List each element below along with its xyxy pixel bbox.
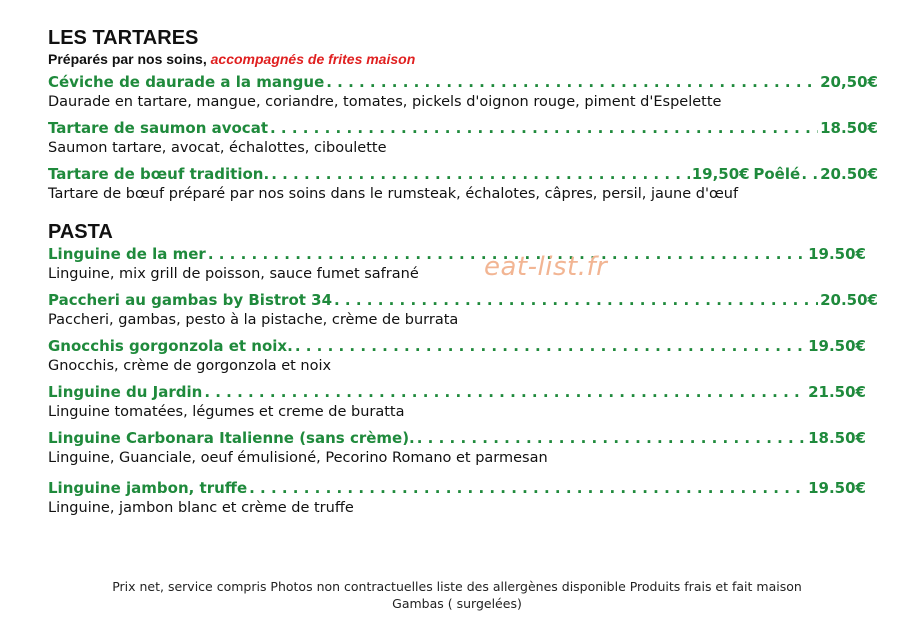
dot-leader — [295, 336, 806, 356]
menu-item-line — [48, 428, 866, 448]
menu-item-line — [48, 118, 878, 138]
dot-leader — [270, 118, 818, 138]
menu-item-description: Saumon tartare, avocat, échalottes, ciboulette — [48, 140, 387, 156]
section-title-pasta: PASTA — [48, 221, 113, 243]
menu-item — [48, 244, 878, 284]
menu-item-description: Daurade en tartare, mangue, coriandre, tomates, pickels d'oignon rouge, piment d'Espelette — [48, 94, 722, 110]
section-pasta — [48, 220, 878, 518]
subtitle-accent: accompagnés de frites maison — [210, 51, 416, 67]
menu-item-line — [48, 290, 878, 310]
menu-item — [48, 478, 878, 518]
menu-item — [48, 428, 878, 468]
menu-item-description: Tartare de bœuf préparé par nos soins dans le rumsteak, échalotes, câpres, persil, jaune d'œuf — [48, 186, 739, 202]
menu-page — [48, 26, 878, 524]
menu-item — [48, 118, 878, 158]
footer-line-2: Gambas ( surgelées) — [392, 596, 522, 611]
dot-leader — [326, 72, 818, 92]
dot-leader — [249, 478, 806, 498]
menu-item-name: Linguine du Jardin — [48, 383, 203, 401]
menu-item — [48, 72, 878, 112]
menu-item-price: 20,50€ — [820, 73, 878, 91]
footer-note — [40, 578, 874, 612]
menu-item-price: 21.50€ — [808, 383, 866, 401]
menu-item-line — [48, 72, 878, 92]
menu-item-description: Paccheri, gambas, pesto à la pistache, crème de burrata — [48, 312, 459, 328]
dot-leader — [271, 164, 690, 184]
menu-item — [48, 382, 878, 422]
menu-item-line — [48, 164, 878, 184]
menu-item-line — [48, 382, 866, 402]
dot-leader — [417, 428, 806, 448]
section-gap — [48, 210, 878, 220]
section-subtitle-tartares — [48, 51, 878, 68]
watermark: eat-list.fr — [484, 252, 608, 282]
menu-item-price: 18.50€ — [808, 429, 866, 447]
menu-item-name: Céviche de daurade a la mangue — [48, 73, 325, 91]
menu-item-price: 19,50€ — [691, 165, 750, 183]
menu-item-alt-price: 20.50€ — [820, 165, 879, 183]
footer-line-1: Prix net, service compris Photos non contractuelles liste des allergènes disponible Produits frais et fait maison — [112, 579, 802, 594]
menu-item — [48, 164, 878, 204]
menu-item-alt-label: Poêlé — [753, 165, 801, 183]
menu-item-price: 19.50€ — [808, 337, 866, 355]
menu-item-description: Linguine, jambon blanc et crème de truffe — [48, 500, 354, 516]
dot-leader — [204, 382, 806, 402]
menu-item — [48, 336, 878, 376]
menu-item-description: Linguine, Guanciale, oeuf émulisioné, Pecorino Romano et parmesan — [48, 450, 548, 466]
menu-item-name: Tartare de saumon avocat — [48, 119, 268, 137]
menu-item-description: Linguine, mix grill de poisson, sauce fumet safrané — [48, 266, 419, 282]
menu-item — [48, 290, 878, 330]
menu-item-line — [48, 244, 866, 264]
menu-item-name: Linguine de la mer — [48, 245, 206, 263]
dot-leader-short: . . — [801, 165, 819, 183]
menu-item-name: Linguine Carbonara Italienne (sans crème). — [48, 429, 415, 447]
menu-item-name: Tartare de bœuf tradition. — [48, 165, 270, 183]
menu-item-name: Gnocchis gorgonzola et noix. — [48, 337, 293, 355]
menu-item-description: Gnocchis, crème de gorgonzola et noix — [48, 358, 332, 374]
menu-item-line — [48, 478, 866, 498]
section-tartares — [48, 26, 878, 204]
menu-item-price: 18.50€ — [820, 119, 878, 137]
menu-item-description: Linguine tomatées, légumes et creme de buratta — [48, 404, 405, 420]
menu-item-name: Linguine jambon, truffe — [48, 479, 248, 497]
subtitle-text: Préparés par nos soins, — [48, 51, 207, 67]
menu-item-line — [48, 336, 866, 356]
menu-item-name: Paccheri au gambas by Bistrot 34 — [48, 291, 333, 309]
menu-item-price: 20.50€ — [820, 291, 878, 309]
menu-item-price: 19.50€ — [808, 245, 866, 263]
dot-leader — [334, 290, 818, 310]
menu-item-price: 19.50€ — [808, 479, 866, 497]
section-title-tartares: LES TARTARES — [48, 27, 199, 49]
